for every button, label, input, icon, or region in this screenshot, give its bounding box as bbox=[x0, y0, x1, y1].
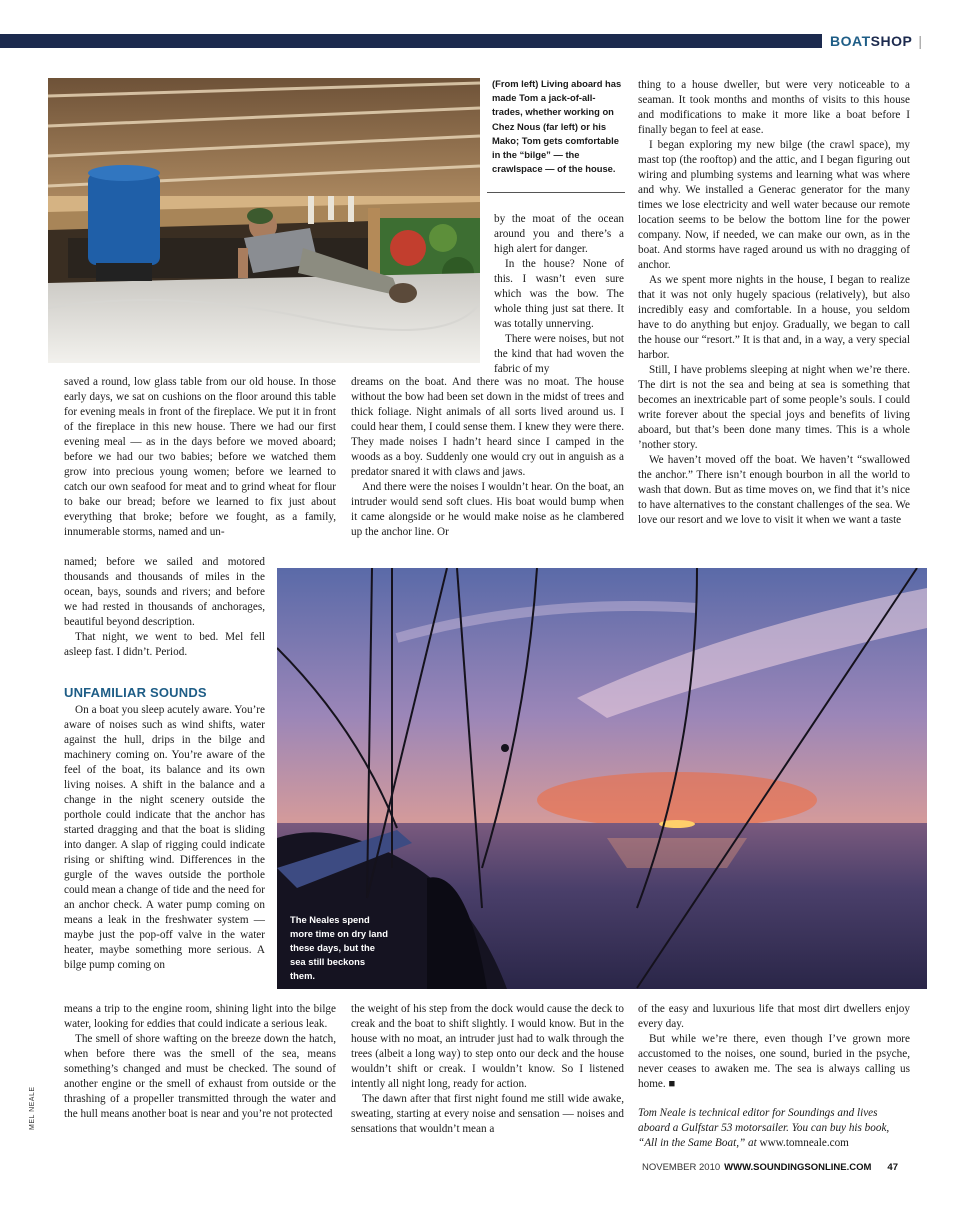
paragraph: Still, I have problems sleeping at night when we’re there. The dirt is not the sea and being at sea is something that becomes an inextricable part of some people’s souls. I could write forever about the special joys and benefits of living aboard, but that’s been done many times. This is a whole ’nother story. bbox=[638, 364, 910, 451]
paragraph: means a trip to the engine room, shining light into the bilge water, looking for eddies that could indicate a serious leak. bbox=[64, 1003, 336, 1030]
subhead-unfamiliar-sounds: UNFAMILIAR SOUNDS bbox=[64, 685, 207, 700]
article-text-left-narrow bbox=[64, 555, 265, 660]
paragraph: And there were the noises I wouldn’t hear. On the boat, an intruder would send soft clues. His boat would bump when it came alongside or he would make noise as he clambered up the anchor line. Or bbox=[351, 481, 624, 538]
author-bio bbox=[638, 1106, 910, 1151]
crawlspace-photo bbox=[48, 78, 480, 363]
page-number: 47 bbox=[887, 1162, 898, 1173]
paragraph: thing to a house dweller, but were very noticeable to a seaman. It took months and months of visits to this house and modifications to make it more like a boat before I finally began to feel at ease. bbox=[638, 79, 910, 136]
article-text-right-top bbox=[638, 78, 910, 528]
paragraph: There were noises, but not the kind that had woven the fabric of my bbox=[494, 333, 624, 375]
author-bio-text: Tom Neale is technical editor for Soundings and lives aboard a Gulfstar 53 motorsailer. You can buy his book, “All in the Same Boat,” at bbox=[638, 1107, 890, 1149]
article-text-mid-top bbox=[494, 212, 624, 377]
paragraph: On a boat you sleep acutely aware. You’re aware of noises such as wind shifts, water against the hull, drips in the bilge and machinery coming on. You’re aware of the feel of the boat, its balance and its own living noises. A shift in the balance and a change in the night scenery outside the porthole could indicate that the anchor has started dragging and that the boat is sliding into danger. A slap of rigging could indicate rising or shifting wind. Differences in the gurgle of the waves outside the porthole could mean a change of tide and the need for an anchor check. A water pump coming on means a leak in the freshwater system — maybe just the pop-off valve in the water heater, maybe something more serious. A bilge pump coming on bbox=[64, 704, 265, 971]
paragraph: the weight of his step from the dock would cause the deck to creak and the boat to shift slightly. I would know. But in the house with no moat, an intruder just had to walk through the trees (albeit a long way) to step onto our deck and the house wouldn’t shift or creak. I wouldn’t know. So I listened intently all night long, ready for action. bbox=[351, 1003, 624, 1090]
paragraph: In the house? None of this. I wasn’t even sure which was the bow. The whole thing just sat there. It was totally unnerving. bbox=[494, 258, 624, 330]
paragraph: of the easy and luxurious life that most dirt dwellers enjoy every day. bbox=[638, 1003, 910, 1030]
photo-caption-sunset: The Neales spend more time on dry land these days, but the sea still beckons them. bbox=[290, 914, 388, 981]
article-text-left-sounds bbox=[64, 703, 265, 973]
section-label bbox=[830, 33, 922, 49]
author-website-link[interactable]: www.tomneale.com bbox=[759, 1137, 849, 1149]
article-text-mid-mid bbox=[351, 375, 624, 540]
paragraph: I began exploring my new bilge (the crawl space), my mast top (the rooftop) and the attic, and I began figuring out wiring and plumbing systems and learning what was where and why. We installed a Generac generator for the many times we lose electricity and well water because our remote location seems to be below the bottom line for the power company. Now, if needed, we can make our own, as in the boat. And storms have raged around us with no dragging of anchor. bbox=[638, 139, 910, 271]
footer-date: NOVEMBER 2010 bbox=[642, 1162, 721, 1173]
section-label-shop: SHOP bbox=[870, 33, 913, 49]
paragraph: But while we’re there, even though I’ve grown more accustomed to the noises, one sound, buried in the psyche, never ceases to awaken me. The sea is always calling us home. ■ bbox=[638, 1033, 910, 1090]
article-text-left-bottom bbox=[64, 1002, 336, 1122]
paragraph: named; before we sailed and motored thousands and thousands of miles in the ocean, bays, sounds and rivers; and before we had rested in thousands of anchorages, beautiful beyond description. bbox=[64, 556, 265, 628]
article-text-left-mid bbox=[64, 375, 336, 540]
article-text-mid-bottom bbox=[351, 1002, 624, 1137]
paragraph: The smell of shore wafting on the breeze down the hatch, when before there was the smell of the sea, means something’s changed and must be checked. The sound of another engine or the smell of exhaust from outside or the thrashing of a propeller transmitted through the water and the hull means another boat is near and you’re not protected bbox=[64, 1033, 336, 1120]
paragraph: dreams on the boat. And there was no moat. The house without the bow had been set down in the midst of trees and thick foliage. Night animals of all sorts lived around us. I could hear them, I could sense them. I knew they were there. They made noises I hadn’t heard since I camped in the woods as a boy. Suddenly one would cry out in anguish as a predator snared it with claws and jaws. bbox=[351, 376, 624, 478]
photo-credit: MEL NEALE bbox=[29, 1086, 36, 1130]
photo-caption-crawlspace: (From left) Living aboard has made Tom a jack-of-all-trades, whether working on Chez Nous (far left) or his Mako; Tom gets comfortable in the “bilge” — the crawlspace — of the house. bbox=[492, 78, 622, 175]
paragraph: That night, we went to bed. Mel fell asleep fast. I didn’t. Period. bbox=[64, 631, 265, 658]
paragraph: saved a round, low glass table from our old house. In those early days, we sat on cushions on the floor around this table for evening meals in front of the fireplace. We put it in front of the fireplace in this new house. There we had our first evening meal — as in the days before we moved aboard; before we had our two babies; before we watched them grow into precious young women; before we learned to catch our own seafood for meat and to grind wheat for flour to bake our bread; before we learned to fix just about everything that broke; before we fought, as a family, innumerable storms, named and un- bbox=[64, 376, 336, 538]
footer-url[interactable]: WWW.SOUNDINGSONLINE.COM bbox=[724, 1162, 872, 1173]
paragraph: by the moat of the ocean around you and there’s a high alert for danger. bbox=[494, 213, 624, 255]
paragraph: The dawn after that first night found me still wide awake, sweating, starting at every noise and sensation — noises and sensations that wouldn’t mean a bbox=[351, 1093, 624, 1135]
caption-divider bbox=[487, 192, 625, 193]
article-text-right-bottom bbox=[638, 1002, 910, 1092]
page-footer bbox=[642, 1162, 898, 1173]
section-divider: | bbox=[918, 33, 923, 49]
paragraph: We haven’t moved off the boat. We haven’t “swallowed the anchor.” There isn’t enough bourbon in all the world to wash that down. But as time moves on, we find that it’s nice to have alternatives to the constant challenges of the sea. We love our resort and we love to visit it when we want a taste bbox=[638, 454, 910, 526]
section-label-boat: BOAT bbox=[830, 33, 871, 49]
header-bar bbox=[0, 34, 822, 48]
paragraph: As we spent more nights in the house, I began to realize that it was not only hugely spacious (relatively), but also incredibly easy and comfortable. In a house, you seldom have to do anything but enjoy. Gradually, we began to call the house our “resort.” It is that and, in a way, a very special harbor. bbox=[638, 274, 910, 361]
